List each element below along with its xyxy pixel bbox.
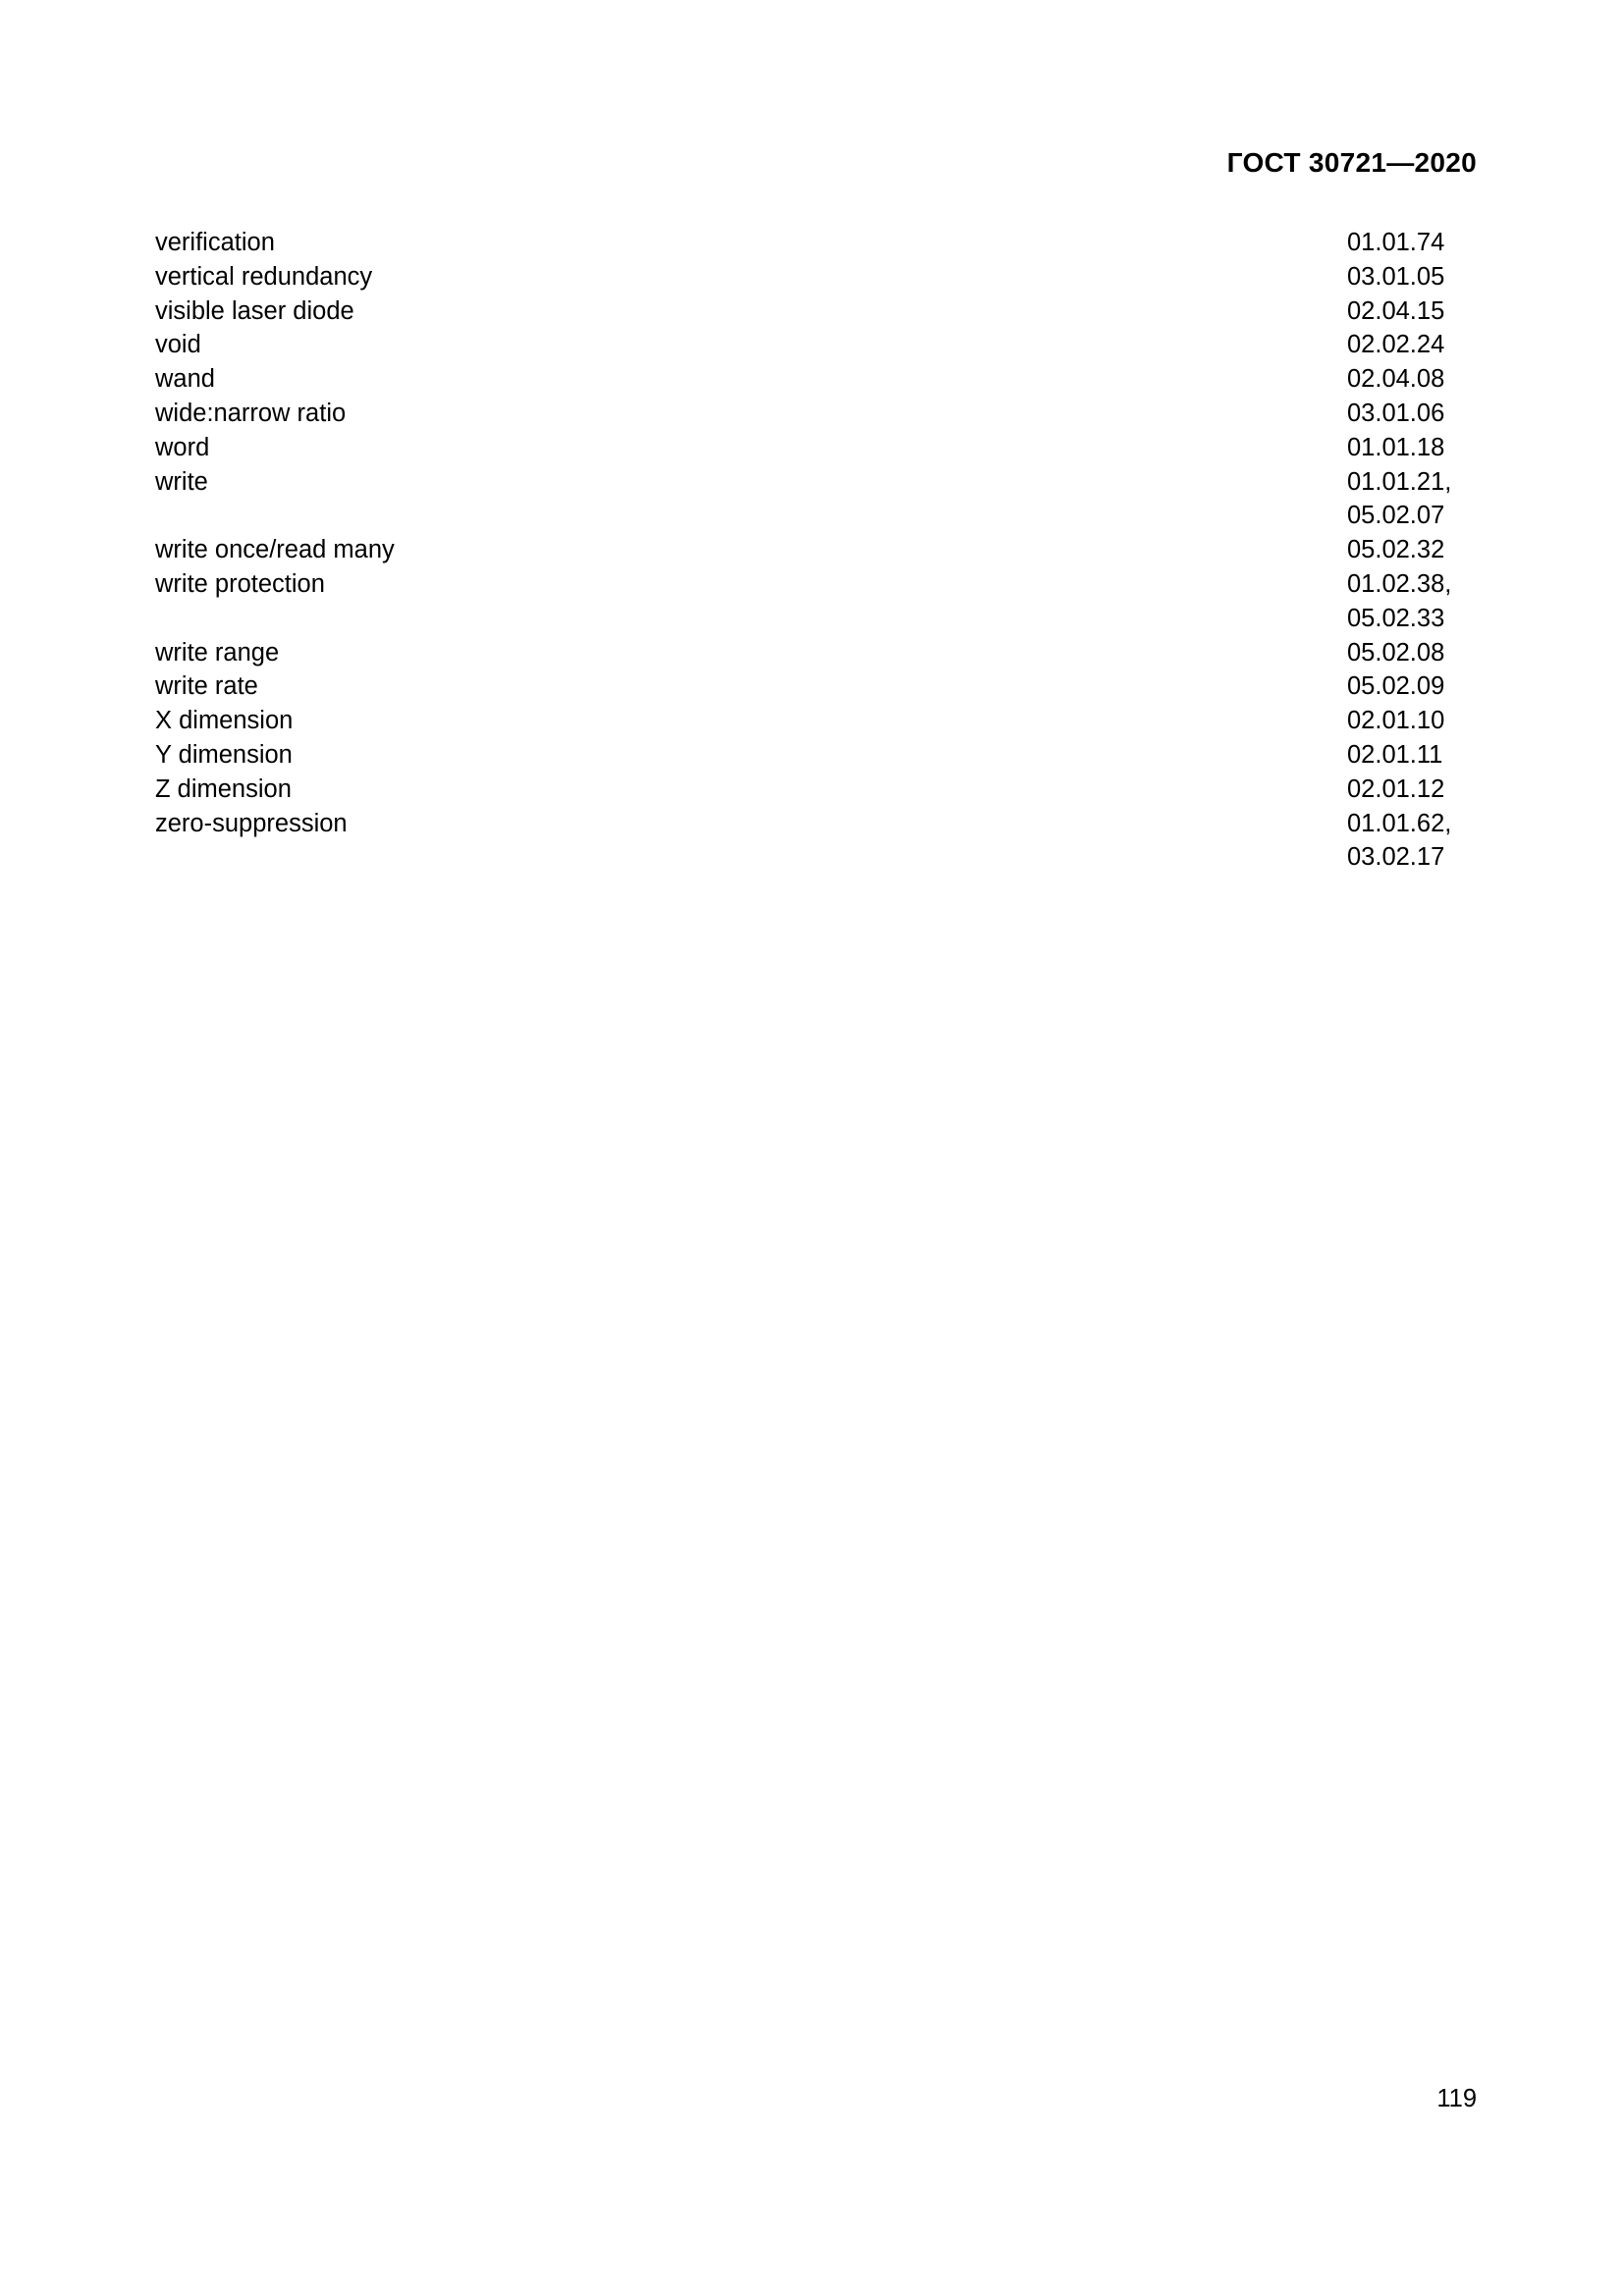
index-refs	[1347, 226, 1481, 260]
index-refs	[1347, 738, 1481, 773]
index-entry	[155, 567, 1481, 636]
index-term: zero-suppression	[155, 809, 348, 837]
index-refs	[1347, 362, 1481, 397]
index-refs	[1347, 465, 1481, 534]
index-entry	[155, 431, 1481, 465]
index-ref-number: 01.01.74	[1347, 229, 1445, 256]
index-term: write rate	[155, 672, 258, 701]
index-refs	[1347, 431, 1481, 465]
index-ref-number: 02.01.11	[1347, 740, 1443, 769]
page-number: 119	[1436, 2085, 1477, 2112]
index-ref-number: 02.02.24	[1347, 331, 1445, 359]
index-refs	[1347, 807, 1481, 876]
index-term: verification	[155, 229, 275, 256]
index-entry	[155, 226, 1481, 260]
index-entry	[155, 260, 1481, 294]
index-ref-number: 01.02.38,	[1347, 569, 1452, 598]
index-ref-number: 03.02.17	[1347, 843, 1445, 872]
index-ref-number: 02.04.15	[1347, 296, 1445, 325]
index-ref-number: 05.02.32	[1347, 536, 1445, 564]
index-entry	[155, 669, 1481, 704]
index-refs	[1347, 294, 1481, 329]
index-term: visible laser diode	[155, 296, 354, 325]
index-ref-number: 05.02.07	[1347, 502, 1445, 530]
index-refs	[1347, 328, 1481, 362]
index-entry	[155, 636, 1481, 670]
index-term: vertical redundancy	[155, 262, 373, 291]
index-term: write once/read many	[155, 536, 395, 564]
index-term: Y dimension	[155, 740, 293, 769]
index-term: void	[155, 331, 201, 359]
index-term: write range	[155, 638, 280, 667]
index-term: word	[155, 433, 210, 461]
index-term: wand	[155, 365, 215, 394]
index-entry	[155, 465, 1481, 534]
index-entry	[155, 738, 1481, 773]
index-refs	[1347, 704, 1481, 738]
index-entry	[155, 328, 1481, 362]
index-entry	[155, 773, 1481, 807]
index-entry	[155, 807, 1481, 876]
index-entry	[155, 294, 1481, 329]
index-entry	[155, 704, 1481, 738]
index-term: wide:narrow ratio	[155, 399, 347, 427]
index-entry	[155, 397, 1481, 431]
index-ref-number: 01.01.62,	[1347, 809, 1452, 837]
index-ref-number: 02.04.08	[1347, 365, 1445, 394]
index-ref-number: 01.01.18	[1347, 433, 1445, 461]
index-ref-number: 05.02.08	[1347, 638, 1445, 667]
document-header-code: ГОСТ 30721—2020	[1226, 147, 1477, 178]
index-refs	[1347, 533, 1481, 567]
index-ref-number: 02.01.10	[1347, 707, 1445, 735]
term-index-list	[155, 226, 1481, 875]
index-refs	[1347, 773, 1481, 807]
index-ref-number: 05.02.09	[1347, 672, 1445, 701]
index-term: X dimension	[155, 707, 294, 735]
index-term: write protection	[155, 569, 325, 598]
index-refs	[1347, 397, 1481, 431]
index-refs	[1347, 260, 1481, 294]
index-entry	[155, 533, 1481, 567]
index-term: Z dimension	[155, 774, 292, 803]
index-ref-number: 03.01.05	[1347, 262, 1445, 291]
index-refs	[1347, 669, 1481, 704]
index-refs	[1347, 567, 1481, 636]
index-ref-number: 01.01.21,	[1347, 467, 1452, 496]
index-refs	[1347, 636, 1481, 670]
index-ref-number: 03.01.06	[1347, 399, 1445, 427]
index-ref-number: 02.01.12	[1347, 774, 1445, 803]
index-entry	[155, 362, 1481, 397]
index-ref-number: 05.02.33	[1347, 604, 1445, 632]
index-term: write	[155, 467, 208, 496]
